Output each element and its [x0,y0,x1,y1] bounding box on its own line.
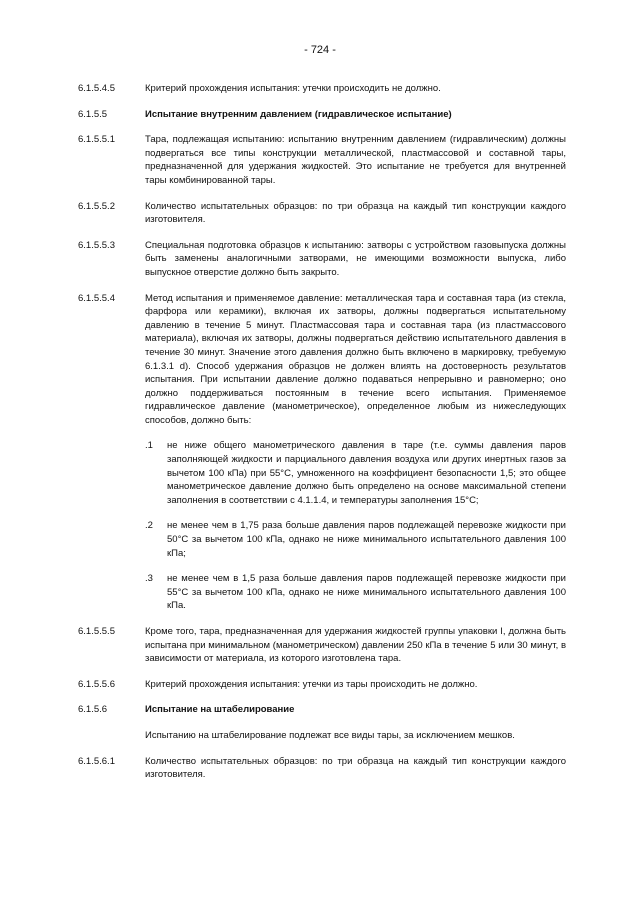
section-text: Количество испытательных образцов: по три образца на каждый тип конструкции каждого изготовителя. [145,755,566,781]
section-text: Метод испытания и применяемое давление: металлическая тара и составная тара (из стекла, фарфора или керамики), включая их затворы, должны подвергаться испытательному давлению в течение 5 минут. Пластмассовая тара и составная тара (из пластмассового материала), включая их затворы, должны подвергаться действию испытательного давления в течение 30 минут. Значение этого давления должно быть включено в маркировку, требуемую 6.1.3.1 d). Способ удержания образцов не должен влиять на достоверность результатов испытания. При испытании давление должно подаваться непрерывно и равномерно; оно должно поддерживаться постоянным в течение всего испытания. Применяемое гидравлическое давление (манометрическое), определенное любым из нижеследующих способов, должно быть: [145,292,566,426]
section-number: 6.1.5.5.1 [78,134,115,146]
plain-paragraph: Испытанию на штабелирование подлежат все виды тары, за исключением мешков. [145,729,515,741]
section-text: Количество испытательных образцов: по три образца на каждый тип конструкции каждого изготовителя. [145,200,566,226]
section-6-1-5-5-3 [78,239,566,280]
sections-block [78,82,566,427]
list-item-marker: .1 [145,440,153,452]
section-6-1-5-5-2 [78,200,566,227]
section-text: Специальная подготовка образцов к испытанию: затворы с устройством газовыпуска должны быть заменены аналогичными затворами, не имеющими возможности выпуска, либо выпускное отверстие должно быть закрыто. [145,239,566,278]
list-item-text: не менее чем в 1,5 раза больше давления паров подлежащей перевозке жидкости при 55°C за вычетом 100 кПа, однако не ниже минимального испытательного давления 100 кПа. [167,573,566,612]
section-text: Критерий прохождения испытания: утечки из тары происходить не должно. [145,678,478,690]
section-6-1-5-5-5 [78,625,566,666]
section-6-1-5-6-1 [78,755,566,782]
section-text: Критерий прохождения испытания: утечки происходить не должно. [145,83,441,94]
list-item [78,439,566,507]
list-item [78,519,566,560]
section-number: 6.1.5.6.1 [78,755,115,767]
section-text: Тара, подлежащая испытанию: испытанию внутренним давлением (гидравлическим) должны подвергаться все типы конструкции металлической, пластмассовой и составной тары, предназначенной для удержания жидкостей. Это испытание не требуется для внутренней тары комбинированной тары. [145,134,566,186]
list-item-text: не менее чем в 1,75 раза больше давления паров подлежащей перевозке жидкости при 50°C за вычетом 100 кПа, однако не ниже минимального испытательного давления 100 кПа; [167,520,566,559]
section-number: 6.1.5.5 [78,108,108,120]
page-number: - 724 - [304,44,336,56]
section-number: 6.1.5.5.3 [78,239,115,251]
section-6-1-5-6 [78,703,566,717]
section-number: 6.1.5.5.4 [78,292,115,304]
section-6-1-5-5-4 [78,292,566,428]
list-item-marker: .3 [145,573,153,585]
section-6-1-5-4-5 [78,82,566,96]
section-6-1-5-5-1 [78,133,566,187]
section-text: Кроме того, тара, предназначенная для удержания жидкостей группы упаковки I, должна быть испытана при минимальном (манометрическом) давлении 250 кПа в течение 5 или 30 минут, в зависимости от материала, из которого изготовлена тара. [145,626,566,665]
section-number: 6.1.5.5.5 [78,626,115,637]
section-6-1-5-5-6 [78,678,566,692]
section-number: 6.1.5.4.5 [78,83,115,94]
list-item [78,572,566,613]
section-number: 6.1.5.5.2 [78,200,115,212]
section-number: 6.1.5.5.6 [78,678,115,690]
document-body [78,82,566,794]
sections-after-block [78,625,566,717]
section-number: 6.1.5.6 [78,704,108,716]
sections-last-block [78,755,566,782]
list-item-text: не ниже общего манометрического давления в таре (т.е. суммы давления паров заполняющей жидкости и парциального давления воздуха или других инертных газов за вычетом 100 кПа) при 55°C, умноженного на коэффициент безопасности 1,5; это общее манометрическое давление должно быть определено на основе максимальной степени заполнения в соответствии с 4.1.1.4, и температуры заполнения 15°C; [167,440,566,506]
subitems-block [78,439,566,613]
section-heading: Испытание внутренним давлением (гидравлическое испытание) [145,108,452,120]
section-heading: Испытание на штабелирование [145,704,295,716]
section-6-1-5-5 [78,108,566,122]
list-item-marker: .2 [145,520,153,532]
